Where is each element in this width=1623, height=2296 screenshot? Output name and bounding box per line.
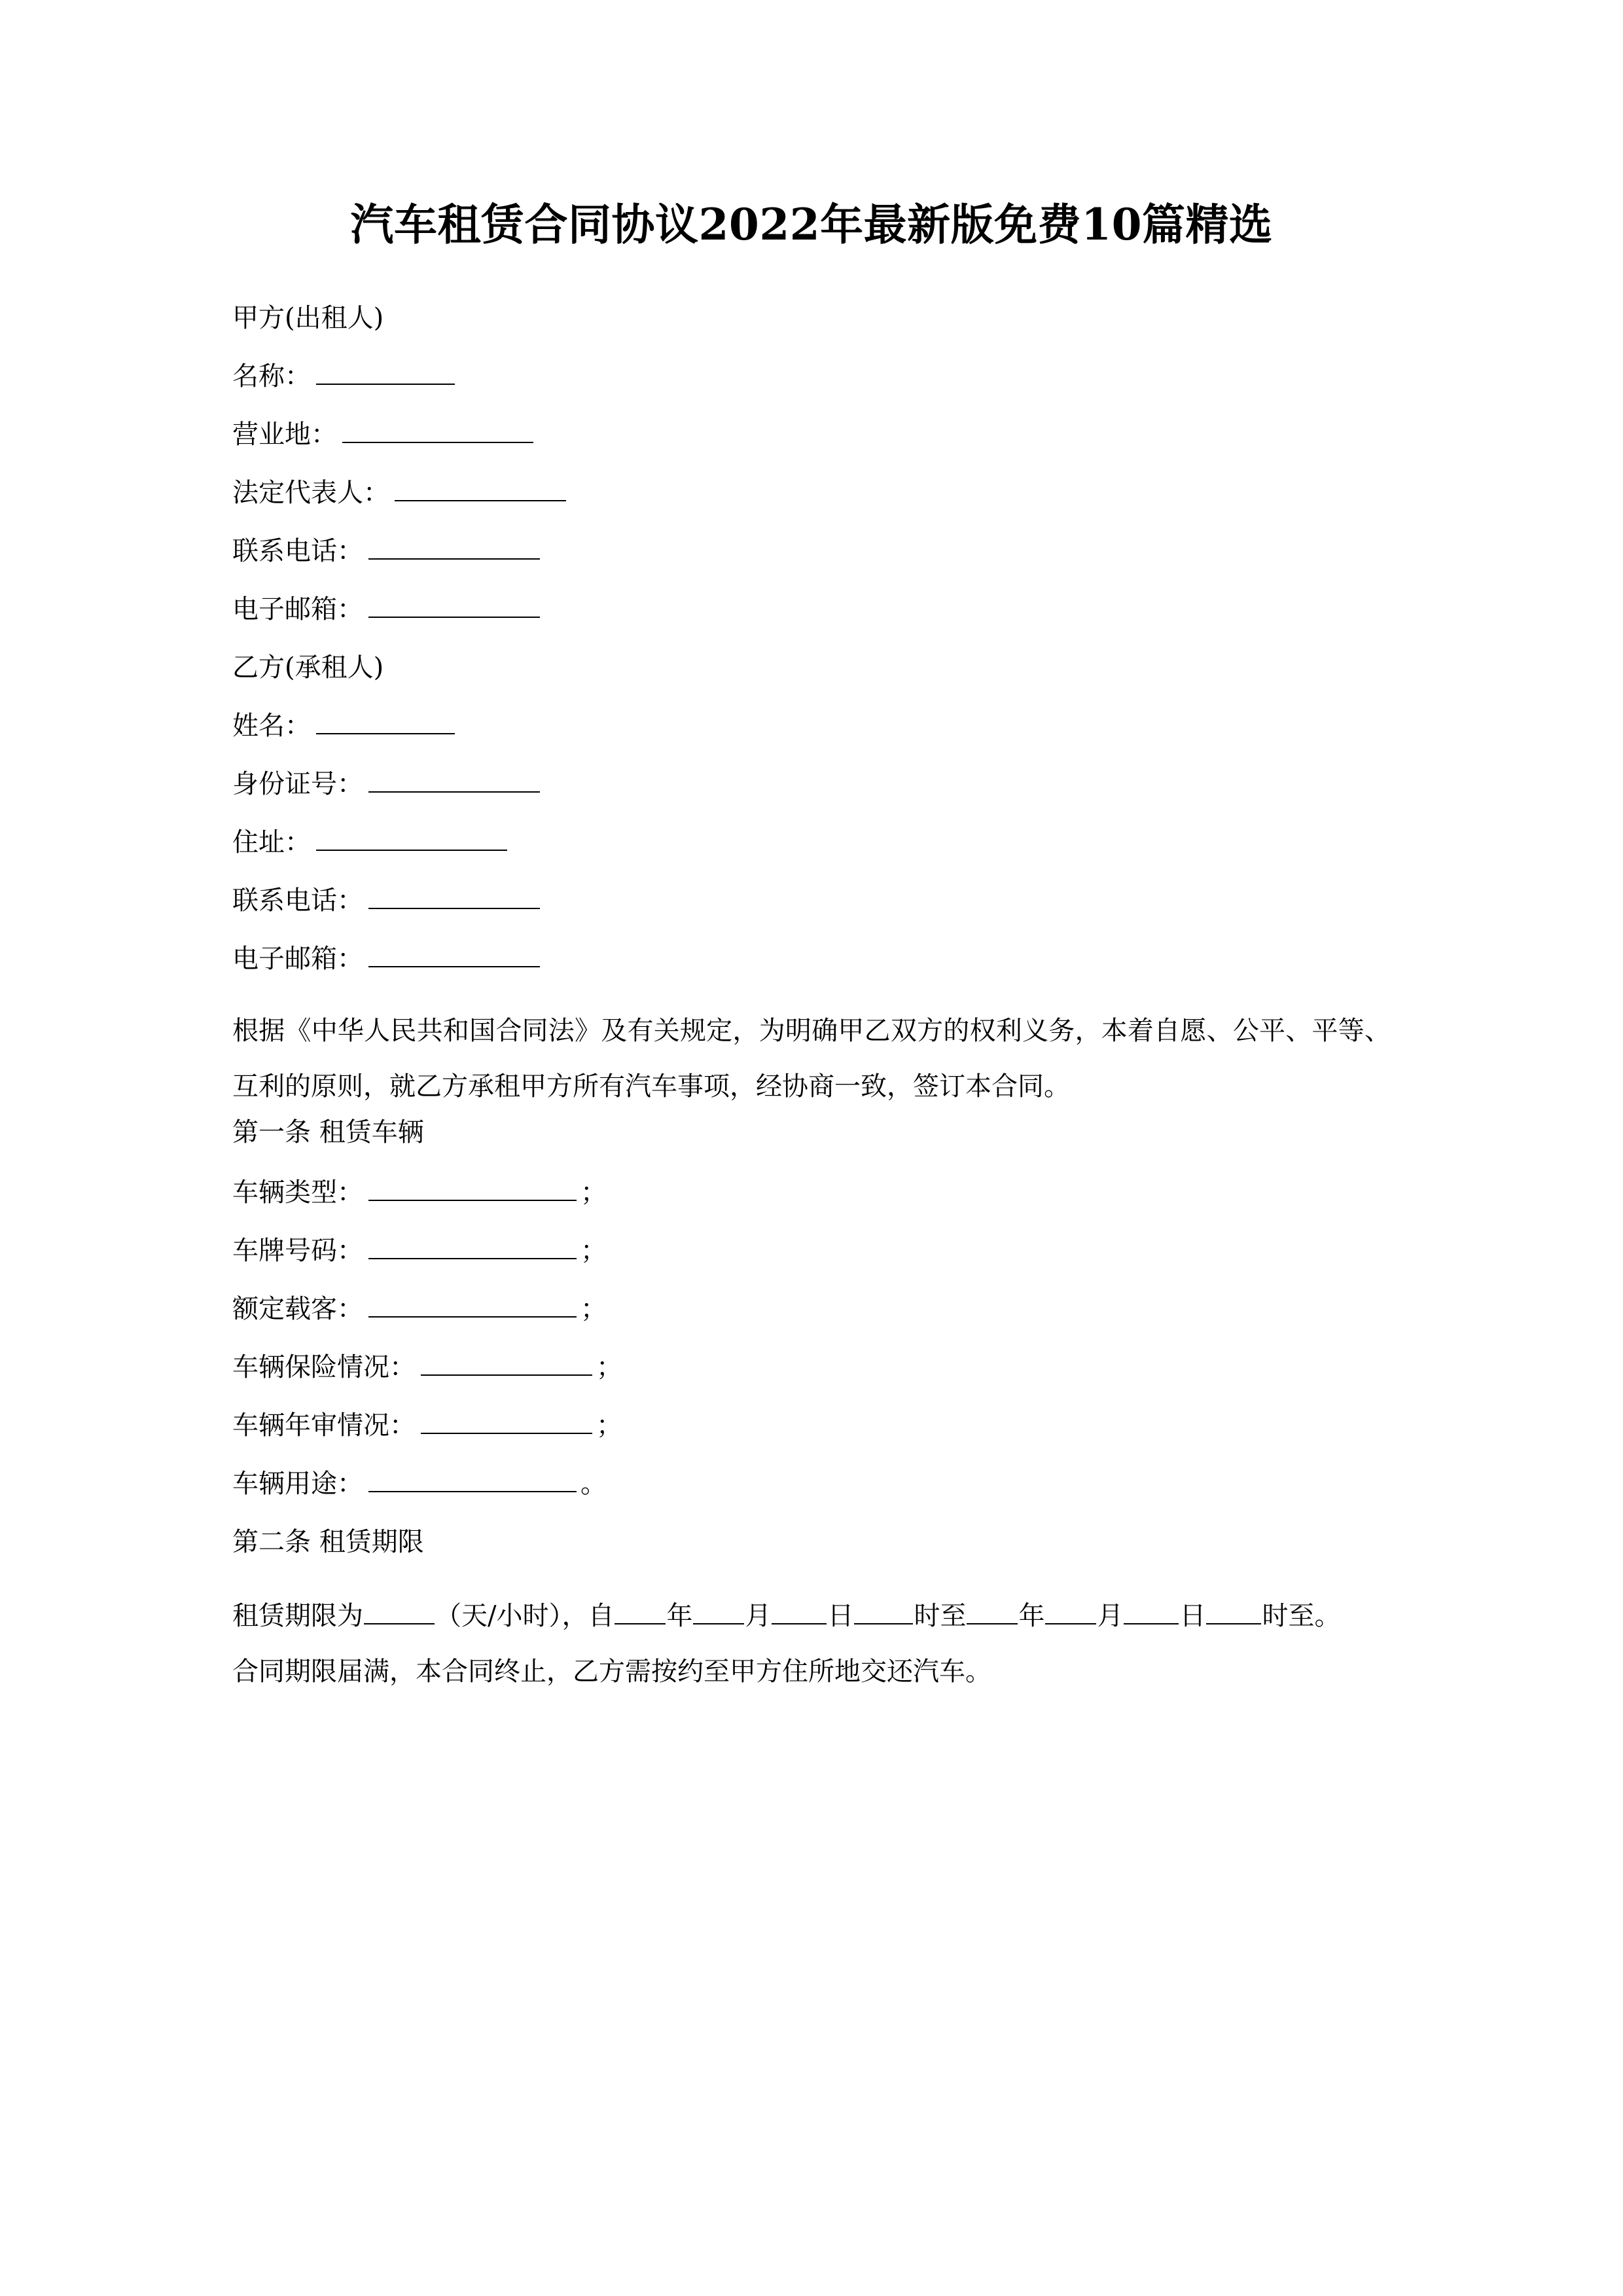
field-row-vehicle-inspection xyxy=(232,1412,1391,1439)
field-row-party-a-phone xyxy=(232,537,1391,565)
field-row-vehicle-insurance xyxy=(232,1354,1391,1381)
rental-term-line xyxy=(232,1588,1391,1644)
article-one-heading: 第一条 租赁车辆 xyxy=(232,1117,424,1148)
field-row-party-a-legal-rep xyxy=(232,479,1391,507)
field-label: 电子邮箱： xyxy=(232,944,363,975)
term-text-10: 时至。 xyxy=(1262,1601,1341,1632)
field-blank-party-a-phone[interactable] xyxy=(368,540,540,560)
field-label: 营业地： xyxy=(232,420,337,450)
field-row-plate-number xyxy=(232,1237,1391,1265)
term-text-2: （天/小时），自 xyxy=(435,1601,615,1632)
field-blank-party-b-address[interactable] xyxy=(316,831,507,851)
field-tail: 。 xyxy=(580,1469,607,1499)
field-label: 车辆保险情况： xyxy=(232,1352,416,1383)
document-body xyxy=(232,304,1391,1700)
field-tail: ； xyxy=(596,1410,622,1441)
field-label: 车辆年审情况： xyxy=(232,1410,416,1441)
party-b-heading: 乙方(承租人) xyxy=(232,653,384,683)
return-clause-paragraph: 合同期限届满，本合同终止，乙方需按约至甲方住所地交还汽车。 xyxy=(232,1657,991,1687)
field-row-party-b-address xyxy=(232,829,1391,856)
term-text-9: 日 xyxy=(1179,1601,1206,1632)
field-label: 姓名： xyxy=(232,711,311,742)
page-title: 汽车租赁合同协议2022年最新版免费10篇精选 xyxy=(350,199,1273,250)
field-tail: ； xyxy=(596,1352,622,1383)
field-row-party-b-phone xyxy=(232,887,1391,914)
field-blank-party-a-email[interactable] xyxy=(368,598,540,618)
field-row-party-a-email xyxy=(232,596,1391,623)
blank-start-year[interactable] xyxy=(615,1604,666,1624)
field-blank-vehicle-type[interactable] xyxy=(368,1181,577,1201)
blank-term-duration[interactable] xyxy=(364,1604,435,1624)
field-blank-vehicle-insurance[interactable] xyxy=(421,1356,592,1376)
blank-end-year[interactable] xyxy=(967,1604,1018,1624)
field-tail: ； xyxy=(580,1177,607,1208)
field-label: 车辆用途： xyxy=(232,1469,363,1499)
field-label: 电子邮箱： xyxy=(232,594,363,625)
field-label: 车辆类型： xyxy=(232,1177,363,1208)
field-row-party-b-email xyxy=(232,945,1391,973)
field-label: 额定载客： xyxy=(232,1294,363,1325)
blank-start-hour[interactable] xyxy=(854,1604,913,1624)
field-blank-vehicle-usage[interactable] xyxy=(368,1473,577,1492)
field-blank-party-b-phone[interactable] xyxy=(368,889,540,909)
field-blank-party-a-business-address[interactable] xyxy=(342,423,533,443)
field-label: 联系电话： xyxy=(232,536,363,567)
field-tail: ； xyxy=(580,1294,607,1325)
field-blank-plate-number[interactable] xyxy=(368,1240,577,1259)
field-label: 联系电话： xyxy=(232,886,363,916)
blank-end-hour[interactable] xyxy=(1206,1604,1261,1624)
article-two-heading: 第二条 租赁期限 xyxy=(232,1527,424,1558)
field-label: 住址： xyxy=(232,827,311,858)
field-blank-party-b-name[interactable] xyxy=(316,715,455,734)
term-text-3: 年 xyxy=(666,1601,693,1632)
preamble-paragraph: 根据《中华人民共和国合同法》及有关规定，为明确甲乙双方的权利义务，本着自愿、公平、平等、互利的原则，就乙方承租甲方所有汽车事项，经协商一致，签订本合同。 xyxy=(232,1016,1391,1102)
field-row-vehicle-type xyxy=(232,1179,1391,1206)
term-text-5: 日 xyxy=(827,1601,854,1632)
blank-end-day[interactable] xyxy=(1124,1604,1179,1624)
field-blank-rated-passengers[interactable] xyxy=(368,1298,577,1318)
term-text-7: 年 xyxy=(1018,1601,1045,1632)
field-row-party-b-name xyxy=(232,712,1391,740)
field-blank-party-b-id-number[interactable] xyxy=(368,773,540,793)
field-label: 名称： xyxy=(232,361,311,392)
field-blank-vehicle-inspection[interactable] xyxy=(421,1414,592,1434)
field-row-vehicle-usage xyxy=(232,1470,1391,1498)
term-text-8: 月 xyxy=(1097,1601,1124,1632)
field-blank-party-a-legal-rep[interactable] xyxy=(395,482,566,501)
term-text-6: 时至 xyxy=(914,1601,967,1632)
field-row-rated-passengers xyxy=(232,1295,1391,1323)
blank-start-month[interactable] xyxy=(693,1604,744,1624)
field-label: 身份证号： xyxy=(232,769,363,800)
field-label: 法定代表人： xyxy=(232,478,389,509)
field-row-party-a-name xyxy=(232,363,1391,390)
term-text-4: 月 xyxy=(745,1601,772,1632)
blank-start-day[interactable] xyxy=(772,1604,827,1624)
field-row-party-a-business-address xyxy=(232,421,1391,448)
field-row-party-b-id-number xyxy=(232,770,1391,798)
field-blank-party-b-email[interactable] xyxy=(368,948,540,967)
blank-end-month[interactable] xyxy=(1045,1604,1096,1624)
party-a-heading: 甲方(出租人) xyxy=(232,303,384,334)
field-tail: ； xyxy=(580,1236,607,1266)
field-blank-party-a-name[interactable] xyxy=(316,365,455,385)
term-text-1: 租赁期限为 xyxy=(232,1601,363,1632)
field-label: 车牌号码： xyxy=(232,1236,363,1266)
